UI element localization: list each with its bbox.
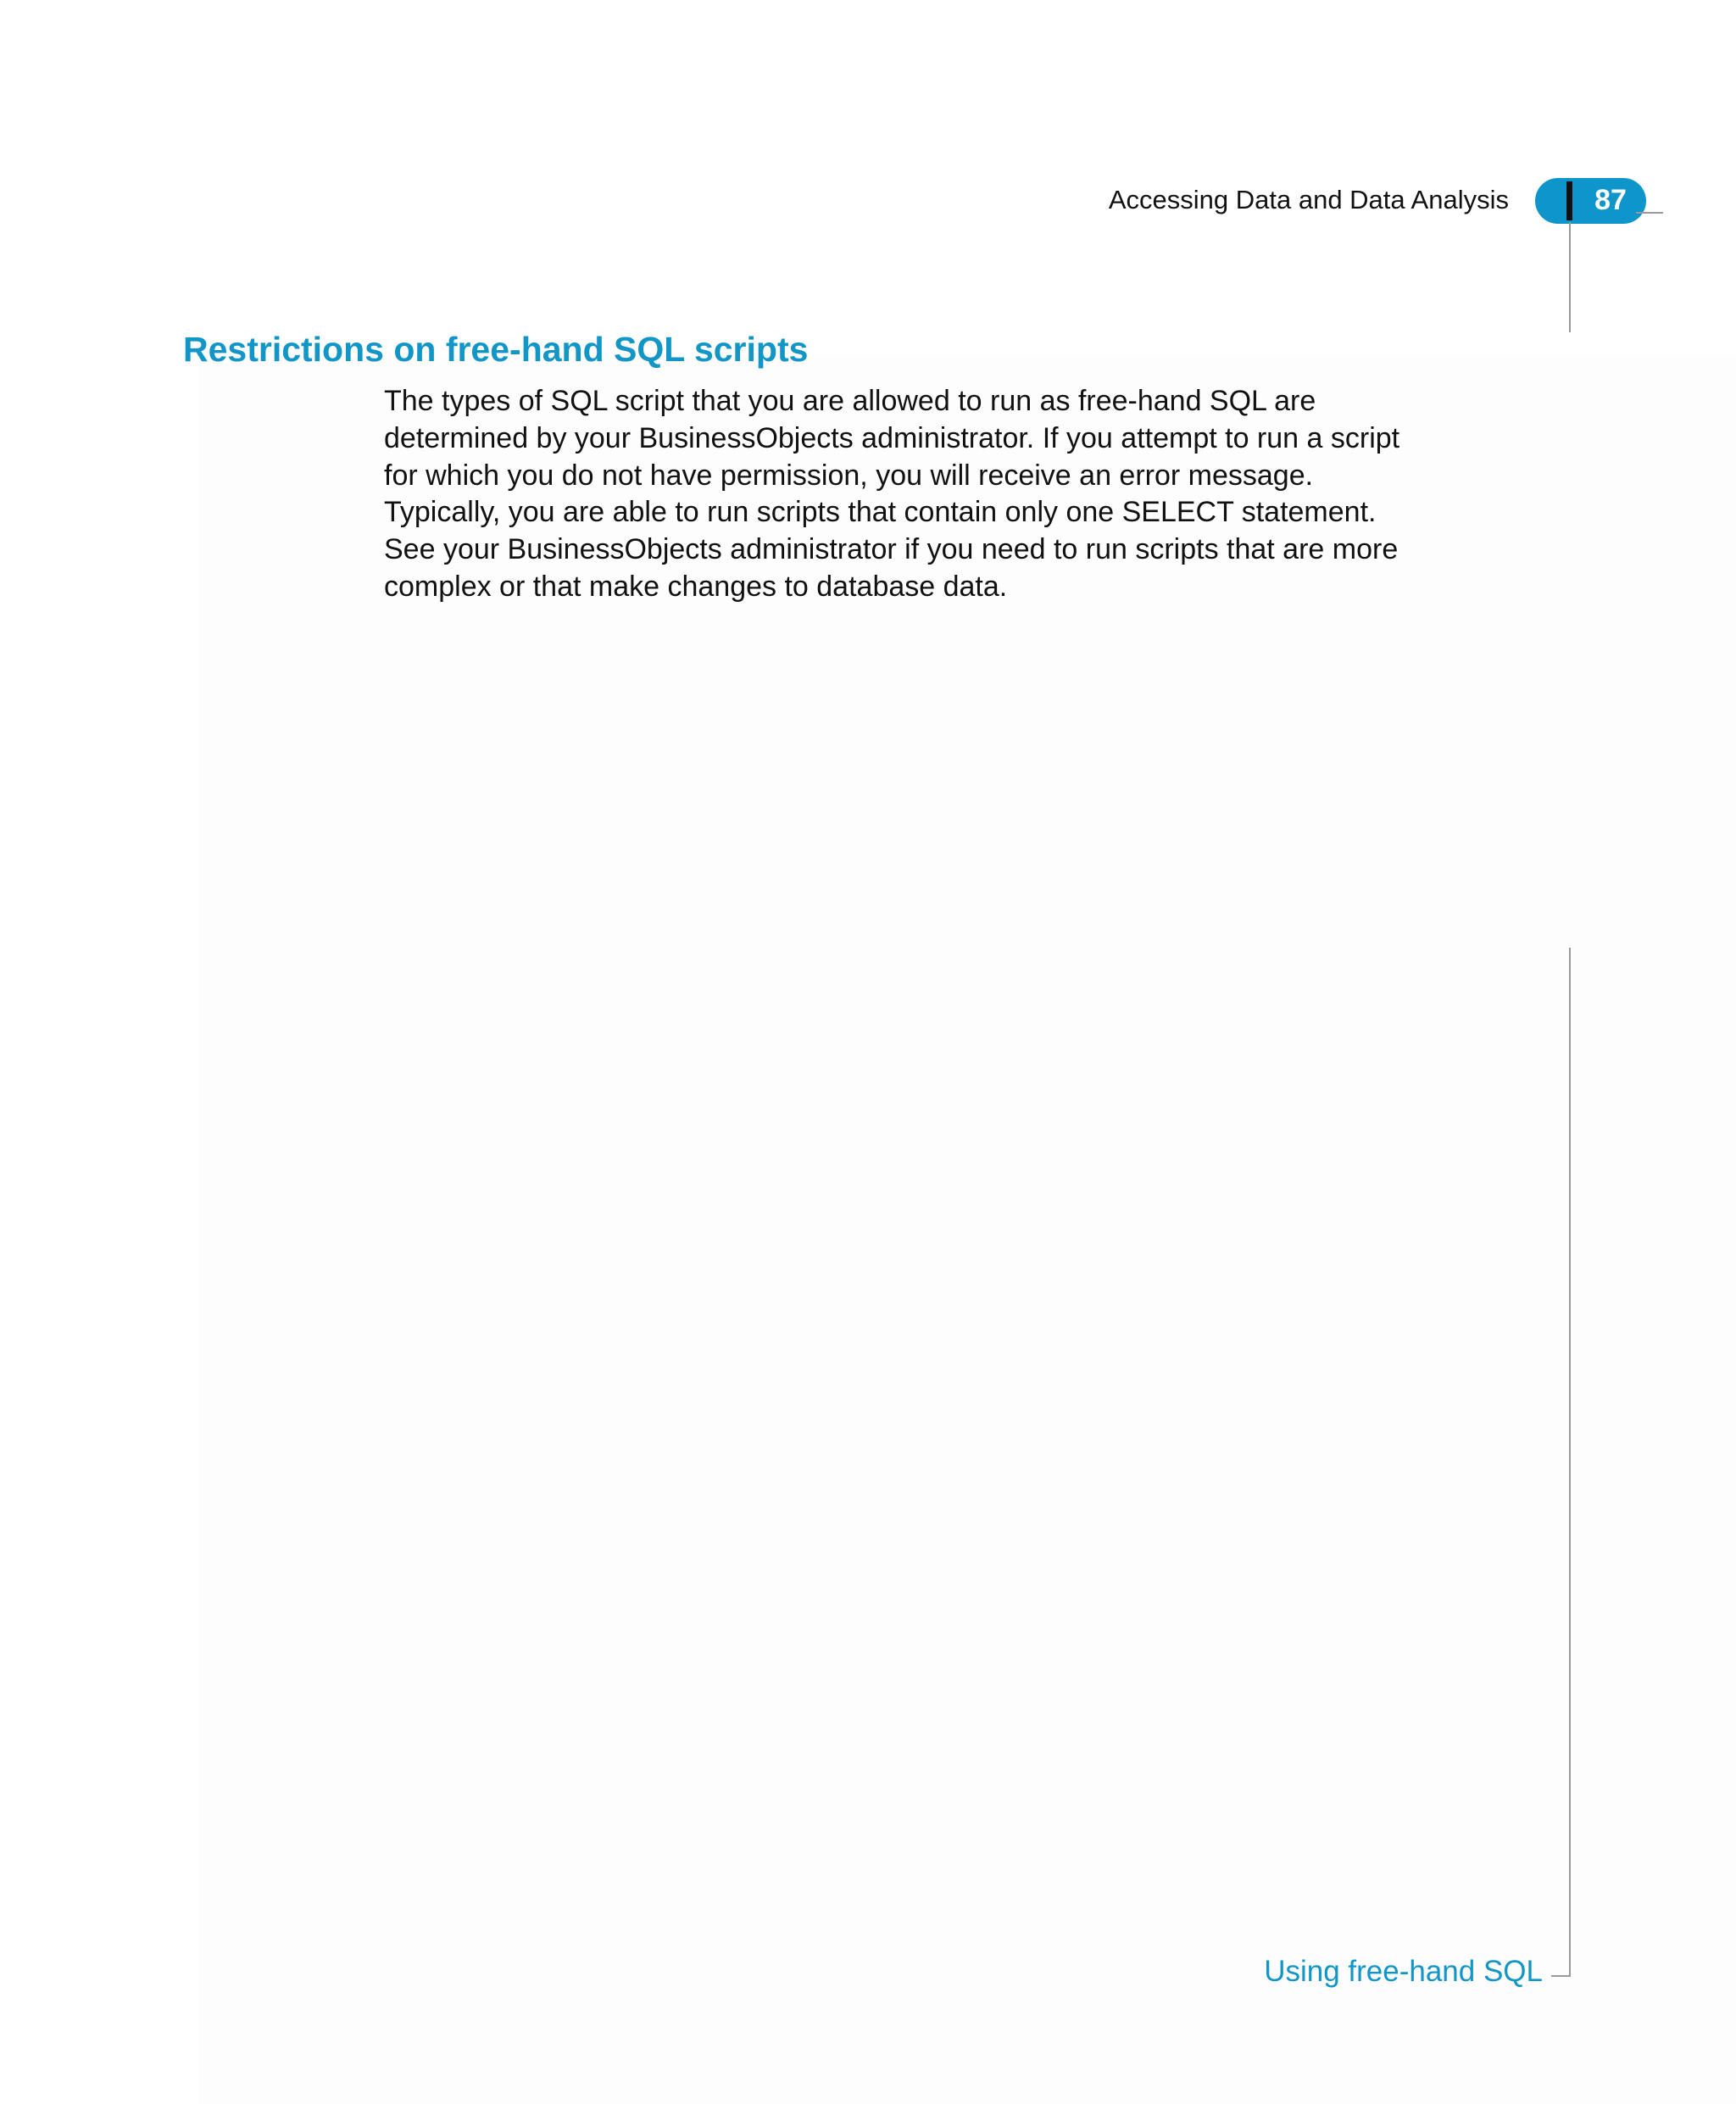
- section-heading: Restrictions on free-hand SQL scripts: [183, 330, 809, 369]
- body-line: See your BusinessObjects administrator if you need to run scripts that are more: [384, 533, 1399, 566]
- running-footer: Using free-hand SQL: [1264, 1955, 1543, 1988]
- footer-tick-rule: [1551, 1975, 1571, 1977]
- body-line: Typically, you are able to run scripts that contain only one SELECT statement.: [384, 496, 1377, 529]
- page-background: [199, 356, 1736, 2104]
- page-number: 87: [1594, 184, 1627, 216]
- header-tick-rule: [1636, 212, 1663, 214]
- body-line: The types of SQL script that you are allowed to run as free-hand SQL are: [384, 385, 1316, 417]
- margin-rule-top: [1569, 222, 1571, 332]
- body-line: for which you do not have permission, you will receive an error message.: [384, 459, 1314, 492]
- body-line: determined by your BusinessObjects administrator. If you attempt to run a script: [384, 421, 1400, 454]
- margin-rule-bottom: [1569, 948, 1571, 1977]
- body-line: complex or that make changes to database data.: [384, 570, 1008, 603]
- page-badge-bar: [1566, 181, 1572, 220]
- running-header: Accessing Data and Data Analysis: [1108, 185, 1509, 214]
- body-paragraph: [384, 383, 1486, 606]
